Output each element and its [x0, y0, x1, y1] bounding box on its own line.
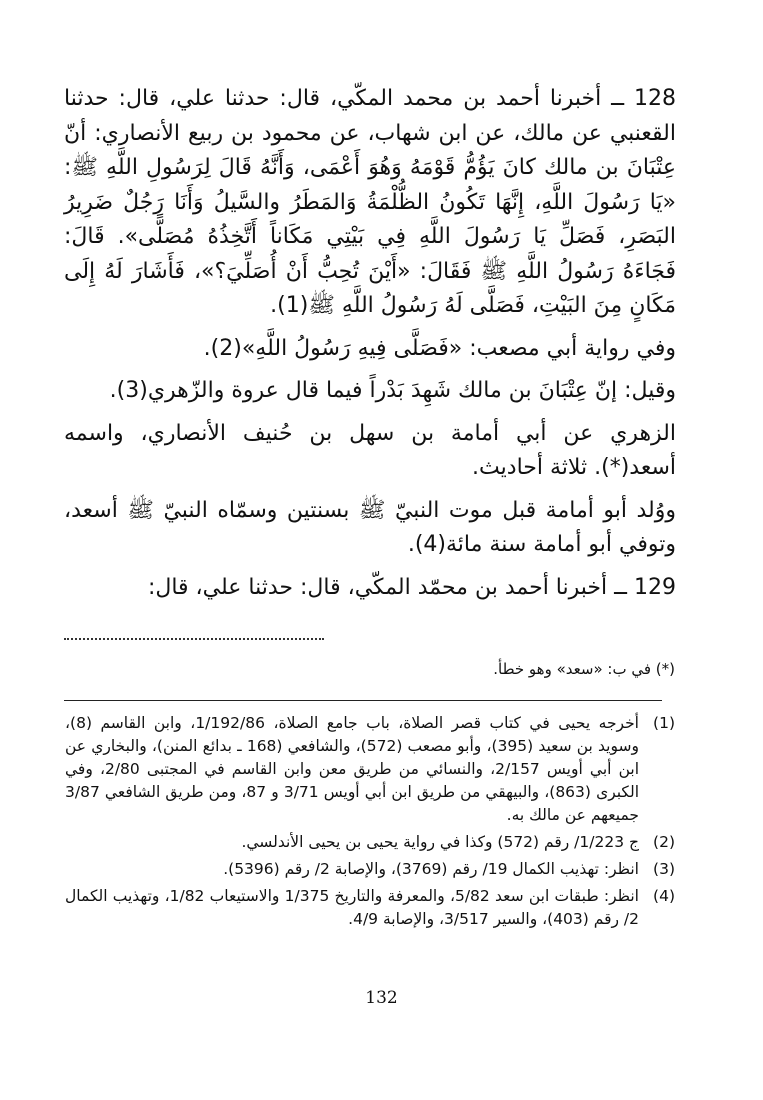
footnote-item	[65, 885, 675, 931]
footnote-item	[65, 831, 675, 854]
footnote-text: انظر: طبقات ابن سعد 5/82، والمعرفة والتاريخ 1/375 والاستيعاب 1/82، وتهذيب الكمال 2/ رقم (403)، والسير 3/517، والإصابة 4/9.	[65, 887, 639, 928]
main-text	[64, 82, 676, 605]
footnote-number: (4)	[653, 887, 675, 905]
footnote-text: انظر: تهذيب الكمال 19/ رقم (3769)، والإصابة 2/ رقم (5396).	[223, 860, 639, 878]
footnote-item	[65, 858, 675, 881]
footnote-separator	[64, 700, 662, 701]
footnote-number: (1)	[653, 714, 675, 732]
continuation-dots	[64, 638, 324, 640]
manuscript-note: (*) في ب: «سعد» وهو خطأ.	[493, 660, 675, 678]
abu-umama-heading: الزهري عن أبي أمامة بن سهل بن حُنيف الأنصاري، واسمه أسعد(*). ثلاثة أحاديث.	[64, 420, 676, 480]
itban-badr-note: وقيل: إنّ عِتْبَانَ بن مالك شَهِدَ بَدْراً فيما قال عروة والزّهري(3).	[109, 378, 676, 403]
abu-umama-birth: ووُلد أبو أمامة قبل موت النبيّ ﷺ بسنتين وسمّاه النبيّ ﷺ أسعد، وتوفي أبو أمامة سنة مائة(4).	[64, 497, 676, 557]
footnote-item	[65, 712, 675, 827]
abu-musab-narration: وفي رواية أبي مصعب: «فَصَلَّى فِيهِ رَسُولُ اللَّهِ»(2).	[203, 335, 676, 361]
footnote-text: ج 1/223/ رقم (572) وكذا في رواية يحيى بن يحيى الأندلسي.	[241, 833, 639, 851]
footnotes	[65, 712, 675, 935]
footnote-number: (3)	[653, 860, 675, 878]
hadith-129: 129 ــ أخبرنا أحمد بن محمّد المكّي، قال: حدثنا علي، قال:	[147, 574, 676, 600]
footnote-text: أخرجه يحيى في كتاب قصر الصلاة، باب جامع الصلاة، 1/192/86، وابن القاسم (8)، وسويد بن سعيد (395)، وأبو مصعب (572)، والشافعي (168 ـ بدائع المنن)، والبخاري عن ابن أبي أويس 2/157، والنسائي من طريق معن وابن القاسم في المجتبى 2/80، وفي الكبرى (863)، والبيهقي من طريق ابن أبي أويس 3/71 و 87، ومن طريق الشافعي 3/87 جميعهم عن مالك به.	[65, 714, 640, 824]
footnote-number: (2)	[653, 833, 675, 851]
hadith-128: 128 ــ أخبرنا أحمد بن محمد المكّي، قال: حدثنا علي، قال: حدثنا القعنبي عن مالك، عن ابن شهاب، عن محمود بن ربيع الأنصاري: أنّ عِتْبَانَ بن مالك كانَ يَؤُمُّ قَوْمَهُ وَهُوَ أَعْمَى، وَأَنَّهُ قَالَ لِرَسُولِ اللَّهِ ﷺ: «يَا رَسُولَ اللَّهِ، إِنَّهَا تَكُونُ الظُّلْمَةُ وَالمَطَرُ والسَّيلُ وَأَنَا رَجُلٌ ضَرِيرُ البَصَرِ، فَصَلِّ يَا رَسُولَ اللَّهِ فِي بَيْتِي مَكَاناً أَتَّخِذُهُ مُصَلًّى». قَالَ: فَجَاءَهُ رَسُولُ اللَّهِ ﷺ فَقَالَ: «أَيْنَ تُحِبُّ أَنْ أُصَلِّيَ؟»، فَأَشَارَ لَهُ إِلَى مَكَانٍ مِنَ البَيْتِ، فَصَلَّى لَهُ رَسُولُ اللَّهِ ﷺ(1).	[64, 86, 676, 318]
page-number: 132	[365, 988, 398, 1008]
